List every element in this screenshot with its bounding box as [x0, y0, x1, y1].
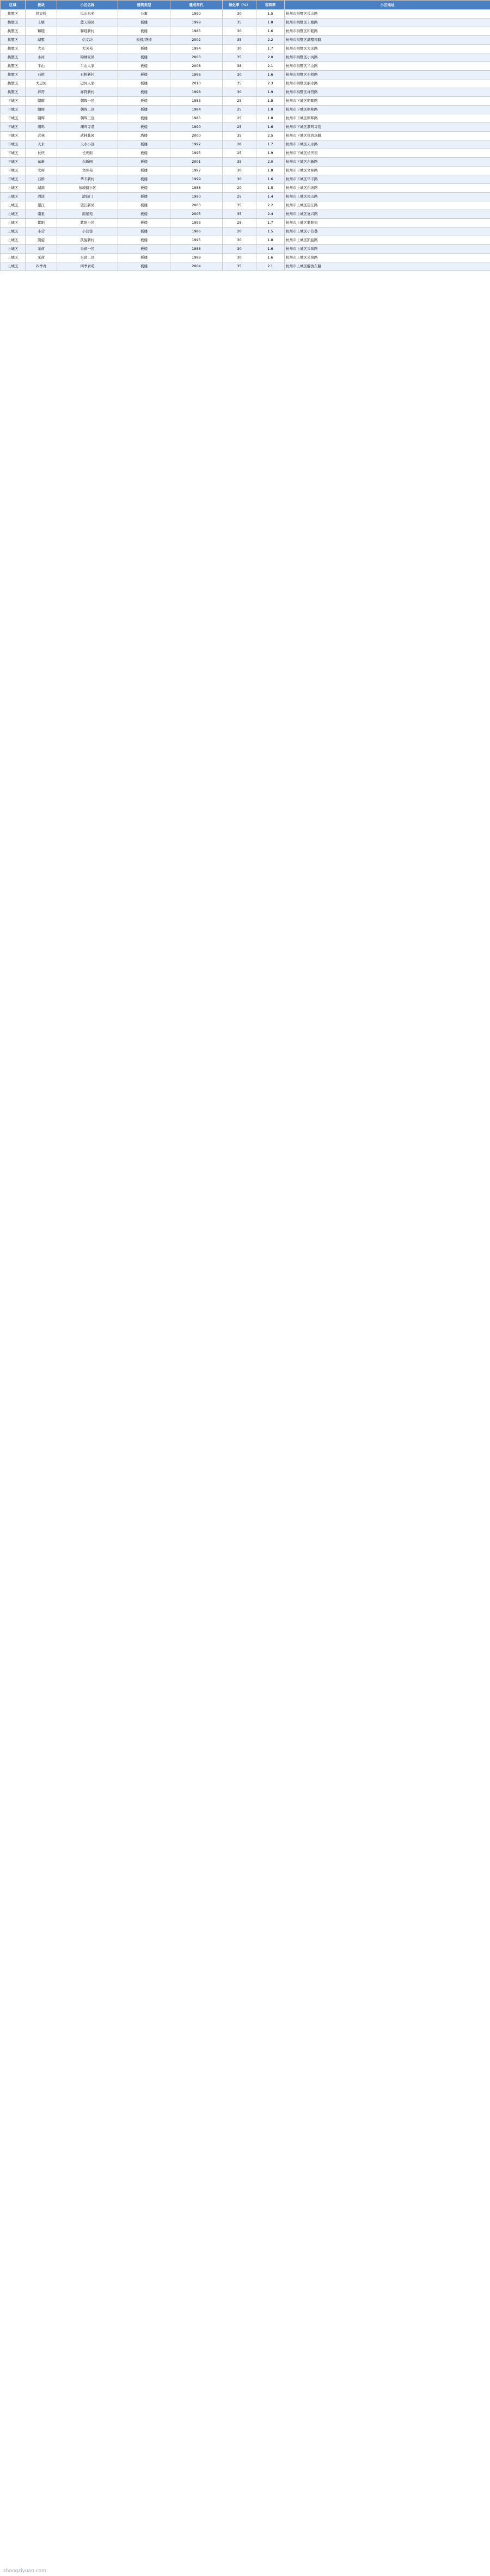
- table-cell: 杭州市拱墅区上塘路: [285, 19, 490, 27]
- table-cell: 板楼: [118, 79, 170, 88]
- table-cell: 板楼: [118, 262, 170, 271]
- table-body: [1, 10, 490, 271]
- table-cell: 38: [223, 62, 256, 71]
- table-row: [1, 62, 490, 71]
- table-cell: 公寓: [118, 10, 170, 19]
- table-cell: 下城区: [1, 132, 26, 140]
- table-cell: 和睦新村: [57, 27, 118, 36]
- table-row: [1, 236, 490, 245]
- table-cell: 板楼: [118, 210, 170, 219]
- table-cell: 25: [223, 114, 256, 123]
- table-cell: 华丰新村: [57, 175, 118, 184]
- table-cell: 杭州市上城区小营巷: [285, 228, 490, 236]
- table-row: [1, 210, 490, 219]
- table-cell: 30: [223, 88, 256, 97]
- table-cell: 望江: [26, 201, 57, 210]
- table-cell: 1.7: [256, 140, 285, 149]
- table-cell: 朝晖: [26, 97, 57, 106]
- table-cell: 1.8: [256, 236, 285, 245]
- table-cell: 28: [223, 219, 256, 228]
- table-cell: 2.0: [256, 53, 285, 62]
- table-cell: 杭州市拱墅区半山路: [285, 62, 490, 71]
- table-cell: 下城区: [1, 175, 26, 184]
- table-cell: 杭州市下城区体育场路: [285, 132, 490, 140]
- table-cell: 采荷一区: [57, 245, 118, 254]
- column-header[interactable]: 建筑类型: [118, 1, 170, 10]
- table-cell: 1990: [170, 10, 223, 19]
- table-row: [1, 45, 490, 53]
- table-cell: 板楼: [118, 219, 170, 228]
- table-cell: 2.2: [256, 201, 285, 210]
- column-header[interactable]: 板块: [26, 1, 57, 10]
- table-cell: 采荷: [26, 254, 57, 262]
- table-cell: 1.5: [256, 228, 285, 236]
- table-row: [1, 88, 490, 97]
- table-cell: 1993: [170, 219, 223, 228]
- table-cell: 板楼: [118, 88, 170, 97]
- table-cell: 拱宸桥: [26, 10, 57, 19]
- table-cell: 板楼: [118, 97, 170, 106]
- table-cell: 拱墅区: [1, 62, 26, 71]
- table-cell: 1.8: [256, 19, 285, 27]
- table-cell: 2.0: [256, 158, 285, 167]
- table-cell: 2.1: [256, 62, 285, 71]
- table-cell: 板楼: [118, 71, 170, 79]
- table-cell: 板楼: [118, 27, 170, 36]
- table-cell: 2002: [170, 36, 223, 45]
- table-cell: 杭州市下城区朝晖路: [285, 97, 490, 106]
- table-cell: 上城区: [1, 245, 26, 254]
- table-row: [1, 53, 490, 62]
- table-row: [1, 158, 490, 167]
- table-cell: 板楼/塔楼: [118, 36, 170, 45]
- table-cell: 下城区: [1, 106, 26, 114]
- table-cell: 30: [223, 236, 256, 245]
- table-cell: 拱墅区: [1, 36, 26, 45]
- table-cell: 大关苑: [57, 45, 118, 53]
- column-header[interactable]: 绿化率（%）: [223, 1, 256, 10]
- table-cell: 湖墅: [26, 36, 57, 45]
- table-cell: 30: [223, 10, 256, 19]
- column-header[interactable]: 小区名称: [57, 1, 118, 10]
- table-cell: 2010: [170, 79, 223, 88]
- table-cell: 运河人家: [57, 79, 118, 88]
- table-cell: 和睦: [26, 27, 57, 36]
- table-cell: 杭州市拱墅区湖墅南路: [285, 36, 490, 45]
- table-cell: 1983: [170, 97, 223, 106]
- table-cell: 杭州市上城区东坡路: [285, 184, 490, 193]
- table-cell: 拱墅区: [1, 88, 26, 97]
- table-cell: 1.6: [256, 245, 285, 254]
- table-cell: 25: [223, 97, 256, 106]
- table-cell: 杭州市拱墅区石桥路: [285, 71, 490, 79]
- table-cell: 1998: [170, 88, 223, 97]
- table-cell: 长庆街: [57, 149, 118, 158]
- table-cell: 潮鸣寺巷: [57, 123, 118, 132]
- table-cell: 下城区: [1, 123, 26, 132]
- table-cell: 紫阳小区: [57, 219, 118, 228]
- table-cell: 瓜山东苑: [57, 10, 118, 19]
- table-cell: 25: [223, 149, 256, 158]
- table-cell: 25: [223, 123, 256, 132]
- table-cell: 板楼: [118, 62, 170, 71]
- table-cell: 1.5: [256, 10, 285, 19]
- table-cell: 板楼: [118, 19, 170, 27]
- table-cell: 1.8: [256, 167, 285, 175]
- table-cell: 35: [223, 201, 256, 210]
- table-cell: 20: [223, 184, 256, 193]
- table-row: [1, 140, 490, 149]
- table-cell: 石桥: [26, 71, 57, 79]
- table-row: [1, 27, 490, 36]
- table-cell: 朝晖: [26, 114, 57, 123]
- table-cell: 东新园: [57, 158, 118, 167]
- table-cell: 杭州市下城区朝晖路: [285, 114, 490, 123]
- table-cell: 上城区: [1, 219, 26, 228]
- table-cell: 板楼: [118, 53, 170, 62]
- table-cell: 板楼: [118, 149, 170, 158]
- table-cell: 1990: [170, 123, 223, 132]
- table-row: [1, 71, 490, 79]
- table-cell: 杭州市拱墅区小河路: [285, 53, 490, 62]
- table-row: [1, 10, 490, 19]
- table-cell: 拱墅区: [1, 10, 26, 19]
- table-row: [1, 149, 490, 158]
- table-cell: 杭州市上城区南山路: [285, 193, 490, 201]
- table-cell: 杭州市拱墅区丽水路: [285, 79, 490, 88]
- community-data-table: [0, 0, 490, 271]
- table-cell: 下城区: [1, 114, 26, 123]
- table-cell: 朝晖三区: [57, 114, 118, 123]
- table-cell: 2.4: [256, 210, 285, 219]
- table-cell: 板楼: [118, 193, 170, 201]
- table-cell: 上城区: [1, 201, 26, 210]
- table-cell: 1.8: [256, 114, 285, 123]
- table-cell: 1997: [170, 167, 223, 175]
- table-cell: 杭州市上城区复兴路: [285, 210, 490, 219]
- table-cell: 1986: [170, 228, 223, 236]
- table-cell: 2.3: [256, 79, 285, 88]
- table-cell: 拱墅区: [1, 79, 26, 88]
- table-cell: 凯旋新村: [57, 236, 118, 245]
- table-cell: 南星苑: [57, 210, 118, 219]
- table-row: [1, 262, 490, 271]
- table-cell: 上塘: [26, 19, 57, 27]
- table-cell: 朝晖一区: [57, 97, 118, 106]
- table-row: [1, 193, 490, 201]
- table-cell: 2008: [170, 62, 223, 71]
- table-cell: 30: [223, 254, 256, 262]
- table-row: [1, 167, 490, 175]
- table-cell: 1.9: [256, 149, 285, 158]
- table-cell: 采荷二区: [57, 254, 118, 262]
- table-cell: 下城区: [1, 97, 26, 106]
- table-cell: 杭州市下城区潮鸣寺巷: [285, 123, 490, 132]
- table-cell: 拱墅区: [1, 71, 26, 79]
- column-header[interactable]: 小区地址: [285, 1, 490, 10]
- table-cell: 1984: [170, 106, 223, 114]
- table-cell: 清波门: [57, 193, 118, 201]
- table-cell: 望江新园: [57, 201, 118, 210]
- table-cell: 杭州市下城区朝晖路: [285, 106, 490, 114]
- table-cell: 东新: [26, 158, 57, 167]
- table-cell: 1990: [170, 193, 223, 201]
- table-cell: 板楼: [118, 228, 170, 236]
- table-cell: 杭州市上城区采荷路: [285, 245, 490, 254]
- table-cell: 上城区: [1, 184, 26, 193]
- watermark-text: zhangziyuan.com: [3, 2568, 46, 2574]
- table-cell: 1.8: [256, 97, 285, 106]
- table-cell: 板楼: [118, 245, 170, 254]
- table-cell: 拱墅区: [1, 45, 26, 53]
- table-cell: 1.4: [256, 193, 285, 201]
- table-cell: 1999: [170, 175, 223, 184]
- table-cell: 朝晖: [26, 106, 57, 114]
- table-cell: 清波: [26, 193, 57, 201]
- table-cell: 板楼: [118, 158, 170, 167]
- table-cell: 35: [223, 53, 256, 62]
- table-cell: 1.7: [256, 45, 285, 53]
- table-cell: 武林花园: [57, 132, 118, 140]
- table-cell: 1.6: [256, 71, 285, 79]
- table-cell: 2003: [170, 201, 223, 210]
- table-cell: 30: [223, 167, 256, 175]
- table-cell: 2.5: [256, 132, 285, 140]
- table-cell: 杭州市拱墅区瓜山路: [285, 10, 490, 19]
- table-cell: 1.6: [256, 175, 285, 184]
- table-row: [1, 228, 490, 236]
- table-cell: 小营巷: [57, 228, 118, 236]
- table-cell: 小营: [26, 228, 57, 236]
- table-cell: 杭州市下城区天水路: [285, 140, 490, 149]
- table-cell: 杭州市下城区华丰路: [285, 175, 490, 184]
- table-cell: 板楼: [118, 123, 170, 132]
- table-header-row: [1, 1, 490, 10]
- table-row: [1, 219, 490, 228]
- table-cell: 大关: [26, 45, 57, 53]
- table-cell: 四季青: [26, 262, 57, 271]
- table-cell: 板楼: [118, 236, 170, 245]
- table-cell: 文晖苑: [57, 167, 118, 175]
- table-row: [1, 36, 490, 45]
- table-cell: 2004: [170, 262, 223, 271]
- table-cell: 1995: [170, 236, 223, 245]
- table-cell: 2001: [170, 158, 223, 167]
- table-cell: 大运河: [26, 79, 57, 88]
- table-cell: 文晖: [26, 167, 57, 175]
- table-row: [1, 184, 490, 193]
- table-cell: 30: [223, 71, 256, 79]
- table-cell: 朝晖二区: [57, 106, 118, 114]
- table-row: [1, 106, 490, 114]
- table-row: [1, 254, 490, 262]
- table-cell: 35: [223, 19, 256, 27]
- table-cell: 1996: [170, 71, 223, 79]
- table-cell: 30: [223, 175, 256, 184]
- table-cell: 上城区: [1, 262, 26, 271]
- table-row: [1, 201, 490, 210]
- table-cell: 潮鸣: [26, 123, 57, 132]
- table-cell: 杭州市上城区紫阳街: [285, 219, 490, 228]
- table-cell: 塔楼: [118, 132, 170, 140]
- table-cell: 东坡路小区: [57, 184, 118, 193]
- table-cell: 板楼: [118, 184, 170, 193]
- table-cell: 锦绣家园: [57, 53, 118, 62]
- table-cell: 天水小区: [57, 140, 118, 149]
- table-cell: 半山人家: [57, 62, 118, 71]
- table-cell: 杭州市上城区凯旋路: [285, 236, 490, 245]
- table-cell: 板楼: [118, 167, 170, 175]
- table-cell: 下城区: [1, 167, 26, 175]
- table-cell: 1988: [170, 245, 223, 254]
- table-cell: 信义坊: [57, 36, 118, 45]
- table-cell: 杭州市下城区文晖路: [285, 167, 490, 175]
- table-cell: 35: [223, 79, 256, 88]
- table-cell: 上城区: [1, 210, 26, 219]
- column-header[interactable]: 区域: [1, 1, 26, 10]
- table-cell: 杭州市下城区东新路: [285, 158, 490, 167]
- table-row: [1, 123, 490, 132]
- table-cell: 30: [223, 45, 256, 53]
- table-cell: 祥符新村: [57, 88, 118, 97]
- table-cell: 1985: [170, 27, 223, 36]
- table-cell: 小河: [26, 53, 57, 62]
- table-cell: 1989: [170, 254, 223, 262]
- table-cell: 板楼: [118, 201, 170, 210]
- table-cell: 2003: [170, 53, 223, 62]
- table-cell: 采荷: [26, 245, 57, 254]
- table-row: [1, 114, 490, 123]
- table-cell: 杭州市拱墅区和睦路: [285, 27, 490, 36]
- table-cell: 板楼: [118, 114, 170, 123]
- table-row: [1, 97, 490, 106]
- table-cell: 1.9: [256, 88, 285, 97]
- table-cell: 1985: [170, 114, 223, 123]
- table-cell: 35: [223, 262, 256, 271]
- table-cell: 1.8: [256, 106, 285, 114]
- table-cell: 1.7: [256, 219, 285, 228]
- table-cell: 长庆: [26, 149, 57, 158]
- table-cell: 杭州市上城区望江路: [285, 201, 490, 210]
- table-cell: 30: [223, 245, 256, 254]
- table-cell: 35: [223, 36, 256, 45]
- table-cell: 石桥新村: [57, 71, 118, 79]
- table-cell: 板楼: [118, 175, 170, 184]
- table-cell: 1.6: [256, 27, 285, 36]
- table-row: [1, 175, 490, 184]
- table-cell: 28: [223, 140, 256, 149]
- table-row: [1, 79, 490, 88]
- table-cell: 25: [223, 106, 256, 114]
- table-cell: 湖滨: [26, 184, 57, 193]
- table-cell: 石桥: [26, 175, 57, 184]
- table-cell: 下城区: [1, 149, 26, 158]
- table-cell: 半山: [26, 62, 57, 71]
- table-cell: 板楼: [118, 254, 170, 262]
- table-cell: 2.2: [256, 36, 285, 45]
- table-cell: 板楼: [118, 106, 170, 114]
- table-cell: 2000: [170, 132, 223, 140]
- table-cell: 杭州市上城区解放东路: [285, 262, 490, 271]
- table-cell: 板楼: [118, 140, 170, 149]
- table-cell: 35: [223, 210, 256, 219]
- table-cell: 1.6: [256, 254, 285, 262]
- table-cell: 杭州市拱墅区祥符路: [285, 88, 490, 97]
- table-cell: 上城区: [1, 193, 26, 201]
- table-cell: 杭州市上城区采荷路: [285, 254, 490, 262]
- table-cell: 杭州市拱墅区大关路: [285, 45, 490, 53]
- table-cell: 2005: [170, 210, 223, 219]
- table-cell: 拱墅区: [1, 53, 26, 62]
- table-cell: 紫阳: [26, 219, 57, 228]
- table-cell: 1999: [170, 19, 223, 27]
- table-cell: 30: [223, 27, 256, 36]
- table-cell: 2.1: [256, 262, 285, 271]
- table-cell: 1992: [170, 140, 223, 149]
- table-cell: 35: [223, 158, 256, 167]
- table-cell: 祥符: [26, 88, 57, 97]
- column-header[interactable]: 建成年代: [170, 1, 223, 10]
- table-cell: 杭州市下城区长庆街: [285, 149, 490, 158]
- table-row: [1, 19, 490, 27]
- table-cell: 20: [223, 228, 256, 236]
- table-cell: 天水: [26, 140, 57, 149]
- table-cell: 拱墅区: [1, 19, 26, 27]
- table-cell: 上城区: [1, 228, 26, 236]
- table-cell: 25: [223, 193, 256, 201]
- column-header[interactable]: 容积率: [256, 1, 285, 10]
- table-cell: 上城区: [1, 236, 26, 245]
- table-cell: 1994: [170, 45, 223, 53]
- table-cell: 南星: [26, 210, 57, 219]
- table-cell: 凯旋: [26, 236, 57, 245]
- table-cell: 下城区: [1, 158, 26, 167]
- table-cell: 蓝天锦园: [57, 19, 118, 27]
- table-row: [1, 132, 490, 140]
- table-cell: 拱墅区: [1, 27, 26, 36]
- table-cell: 四季青苑: [57, 262, 118, 271]
- table-cell: 1988: [170, 184, 223, 193]
- table-cell: 下城区: [1, 140, 26, 149]
- table-cell: 板楼: [118, 45, 170, 53]
- table-row: [1, 245, 490, 254]
- table-cell: 上城区: [1, 254, 26, 262]
- table-cell: 35: [223, 132, 256, 140]
- table-cell: 1.5: [256, 184, 285, 193]
- table-cell: 1995: [170, 149, 223, 158]
- table-cell: 1.6: [256, 123, 285, 132]
- table-cell: 武林: [26, 132, 57, 140]
